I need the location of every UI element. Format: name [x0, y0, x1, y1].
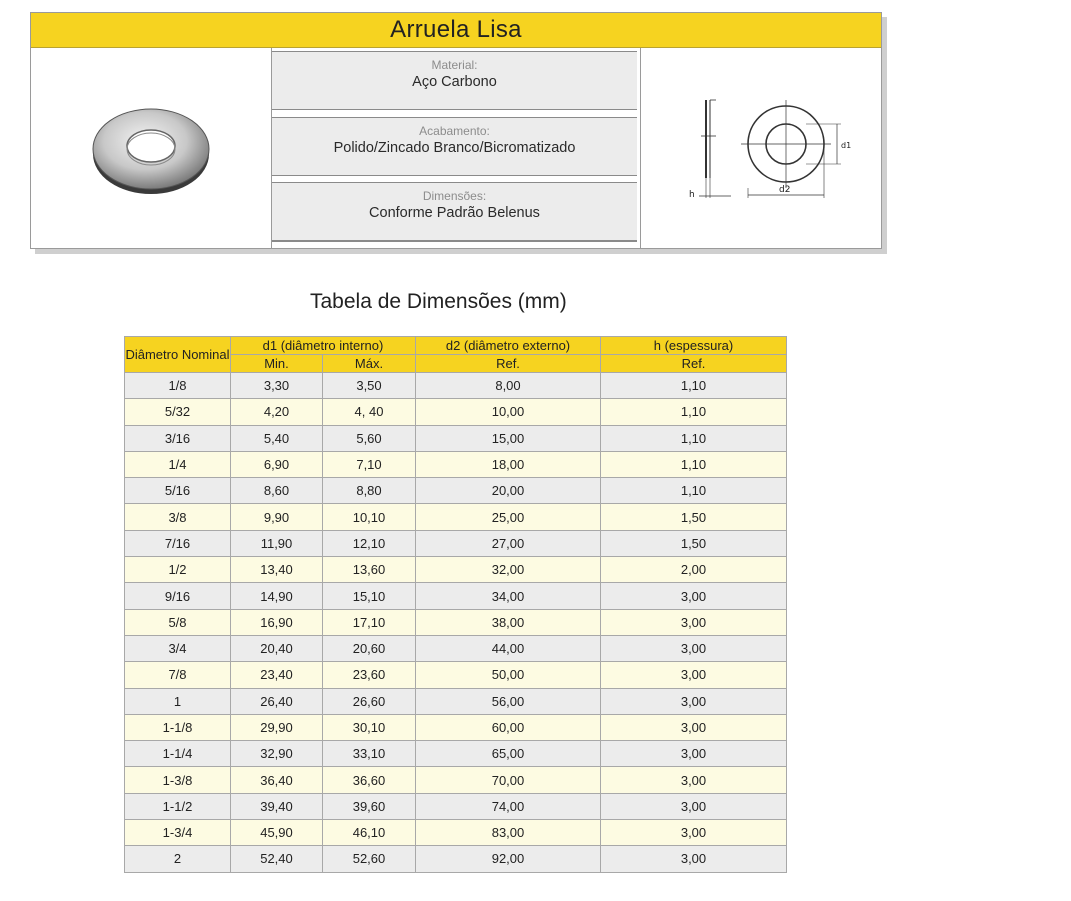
table-row — [125, 714, 787, 740]
drawing-label-d2: d2 — [779, 185, 791, 195]
cell-h-ref: 1,50 — [601, 530, 787, 556]
dimensions-box — [272, 182, 637, 241]
cell-nominal: 7/16 — [125, 530, 231, 556]
cell-d1-max: 5,60 — [323, 425, 416, 451]
cell-d1-max: 8,80 — [323, 478, 416, 504]
washer-drawing-icon — [641, 48, 881, 248]
cell-h-ref: 3,00 — [601, 688, 787, 714]
props-bottom-rule — [272, 241, 637, 242]
cell-d1-min: 36,40 — [231, 767, 323, 793]
finish-box — [272, 117, 637, 176]
table-row — [125, 662, 787, 688]
table-row — [125, 451, 787, 477]
cell-h-ref: 1,10 — [601, 373, 787, 399]
table-row — [125, 583, 787, 609]
cell-d2-ref: 44,00 — [416, 635, 601, 661]
cell-h-ref: 3,00 — [601, 662, 787, 688]
cell-d2-ref: 60,00 — [416, 714, 601, 740]
cell-nominal: 5/32 — [125, 399, 231, 425]
cell-d1-min: 26,40 — [231, 688, 323, 714]
header-d1-max: Máx. — [323, 355, 416, 373]
cell-d1-min: 29,90 — [231, 714, 323, 740]
cell-d1-min: 14,90 — [231, 583, 323, 609]
cell-d1-min: 8,60 — [231, 478, 323, 504]
header-d2: d2 (diâmetro externo) — [416, 337, 601, 355]
cell-nominal: 1-3/8 — [125, 767, 231, 793]
table-row — [125, 557, 787, 583]
cell-d1-max: 33,10 — [323, 741, 416, 767]
cell-h-ref: 3,00 — [601, 793, 787, 819]
table-row — [125, 425, 787, 451]
cell-d1-min: 3,30 — [231, 373, 323, 399]
table-title: Tabela de Dimensões (mm) — [310, 290, 567, 313]
cell-d1-min: 23,40 — [231, 662, 323, 688]
table-row — [125, 373, 787, 399]
cell-nominal: 1/8 — [125, 373, 231, 399]
cell-d2-ref: 18,00 — [416, 451, 601, 477]
table-row — [125, 846, 787, 872]
table-row — [125, 741, 787, 767]
cell-d2-ref: 83,00 — [416, 820, 601, 846]
material-label: Material: — [431, 58, 478, 72]
drawing-label-d1: d1 — [841, 141, 852, 150]
cell-h-ref: 3,00 — [601, 583, 787, 609]
cell-d2-ref: 15,00 — [416, 425, 601, 451]
cell-d2-ref: 34,00 — [416, 583, 601, 609]
cell-nominal: 3/4 — [125, 635, 231, 661]
header-d2-ref: Ref. — [416, 355, 601, 373]
dimensions-label: Dimensões: — [422, 189, 487, 203]
cell-d1-max: 13,60 — [323, 557, 416, 583]
properties-panel — [272, 48, 639, 248]
cell-d1-min: 6,90 — [231, 451, 323, 477]
table-row — [125, 530, 787, 556]
header-d1-min: Min. — [231, 355, 323, 373]
cell-d1-max: 26,60 — [323, 688, 416, 714]
header-h-ref: Ref. — [601, 355, 787, 373]
cell-d2-ref: 25,00 — [416, 504, 601, 530]
cell-d1-min: 9,90 — [231, 504, 323, 530]
cell-nominal: 3/16 — [125, 425, 231, 451]
cell-nominal: 5/8 — [125, 609, 231, 635]
finish-label: Acabamento: — [419, 124, 490, 138]
cell-d1-min: 39,40 — [231, 793, 323, 819]
table-row — [125, 793, 787, 819]
cell-h-ref: 3,00 — [601, 714, 787, 740]
cell-nominal: 5/16 — [125, 478, 231, 504]
table-row — [125, 635, 787, 661]
cell-d1-min: 5,40 — [231, 425, 323, 451]
cell-d2-ref: 74,00 — [416, 793, 601, 819]
cell-d1-max: 12,10 — [323, 530, 416, 556]
cell-d2-ref: 32,00 — [416, 557, 601, 583]
drawing-label-h: h — [689, 190, 695, 200]
cell-nominal: 1-3/4 — [125, 820, 231, 846]
table-row — [125, 399, 787, 425]
cell-nominal: 1 — [125, 688, 231, 714]
cell-nominal: 7/8 — [125, 662, 231, 688]
cell-nominal: 9/16 — [125, 583, 231, 609]
header-h: h (espessura) — [601, 337, 787, 355]
product-card — [30, 12, 882, 249]
table-row — [125, 820, 787, 846]
cell-d1-max: 7,10 — [323, 451, 416, 477]
table-row — [125, 609, 787, 635]
cell-nominal: 1-1/8 — [125, 714, 231, 740]
cell-h-ref: 3,00 — [601, 767, 787, 793]
header-d1: d1 (diâmetro interno) — [231, 337, 416, 355]
cell-h-ref: 3,00 — [601, 846, 787, 872]
header-nominal: Diâmetro Nominal — [125, 337, 231, 373]
cell-d1-min: 20,40 — [231, 635, 323, 661]
cell-h-ref: 3,00 — [601, 635, 787, 661]
product-title: Arruela Lisa — [31, 13, 881, 48]
cell-h-ref: 3,00 — [601, 820, 787, 846]
cell-d2-ref: 70,00 — [416, 767, 601, 793]
material-value: Aço Carbono — [412, 74, 497, 90]
cell-d1-max: 20,60 — [323, 635, 416, 661]
cell-nominal: 3/8 — [125, 504, 231, 530]
cell-h-ref: 2,00 — [601, 557, 787, 583]
cell-h-ref: 3,00 — [601, 741, 787, 767]
cell-d1-min: 11,90 — [231, 530, 323, 556]
cell-d1-max: 39,60 — [323, 793, 416, 819]
cell-d1-min: 4,20 — [231, 399, 323, 425]
cell-d2-ref: 65,00 — [416, 741, 601, 767]
cell-d2-ref: 27,00 — [416, 530, 601, 556]
cell-d1-min: 52,40 — [231, 846, 323, 872]
cell-d1-min: 13,40 — [231, 557, 323, 583]
cell-nominal: 1-1/2 — [125, 793, 231, 819]
dimensions-value: Conforme Padrão Belenus — [369, 205, 540, 221]
cell-h-ref: 1,50 — [601, 504, 787, 530]
table-row — [125, 767, 787, 793]
cell-h-ref: 1,10 — [601, 425, 787, 451]
cell-h-ref: 3,00 — [601, 609, 787, 635]
cell-h-ref: 1,10 — [601, 451, 787, 477]
cell-d1-max: 3,50 — [323, 373, 416, 399]
cell-d2-ref: 56,00 — [416, 688, 601, 714]
cell-d2-ref: 38,00 — [416, 609, 601, 635]
cell-d1-max: 30,10 — [323, 714, 416, 740]
cell-nominal: 2 — [125, 846, 231, 872]
table-body — [125, 373, 787, 873]
cell-d1-max: 4, 40 — [323, 399, 416, 425]
cell-d2-ref: 8,00 — [416, 373, 601, 399]
material-box — [272, 51, 637, 110]
cell-nominal: 1/4 — [125, 451, 231, 477]
washer-image-icon — [76, 88, 226, 208]
cell-d1-max: 52,60 — [323, 846, 416, 872]
cell-h-ref: 1,10 — [601, 478, 787, 504]
cell-d1-min: 45,90 — [231, 820, 323, 846]
table-row — [125, 478, 787, 504]
cell-d1-min: 32,90 — [231, 741, 323, 767]
cell-d1-max: 17,10 — [323, 609, 416, 635]
cell-d1-max: 15,10 — [323, 583, 416, 609]
cell-d1-max: 36,60 — [323, 767, 416, 793]
cell-d2-ref: 92,00 — [416, 846, 601, 872]
cell-d1-max: 46,10 — [323, 820, 416, 846]
washer-photo — [31, 48, 272, 248]
cell-nominal: 1-1/4 — [125, 741, 231, 767]
finish-value: Polido/Zincado Branco/Bicromatizado — [333, 140, 576, 156]
dimensions-table — [124, 336, 787, 873]
cell-d1-max: 10,10 — [323, 504, 416, 530]
cell-d2-ref: 20,00 — [416, 478, 601, 504]
cell-d2-ref: 10,00 — [416, 399, 601, 425]
cell-d1-min: 16,90 — [231, 609, 323, 635]
table-row — [125, 504, 787, 530]
cell-h-ref: 1,10 — [601, 399, 787, 425]
cell-nominal: 1/2 — [125, 557, 231, 583]
cell-d1-max: 23,60 — [323, 662, 416, 688]
technical-drawing — [640, 48, 881, 248]
cell-d2-ref: 50,00 — [416, 662, 601, 688]
table-row — [125, 688, 787, 714]
